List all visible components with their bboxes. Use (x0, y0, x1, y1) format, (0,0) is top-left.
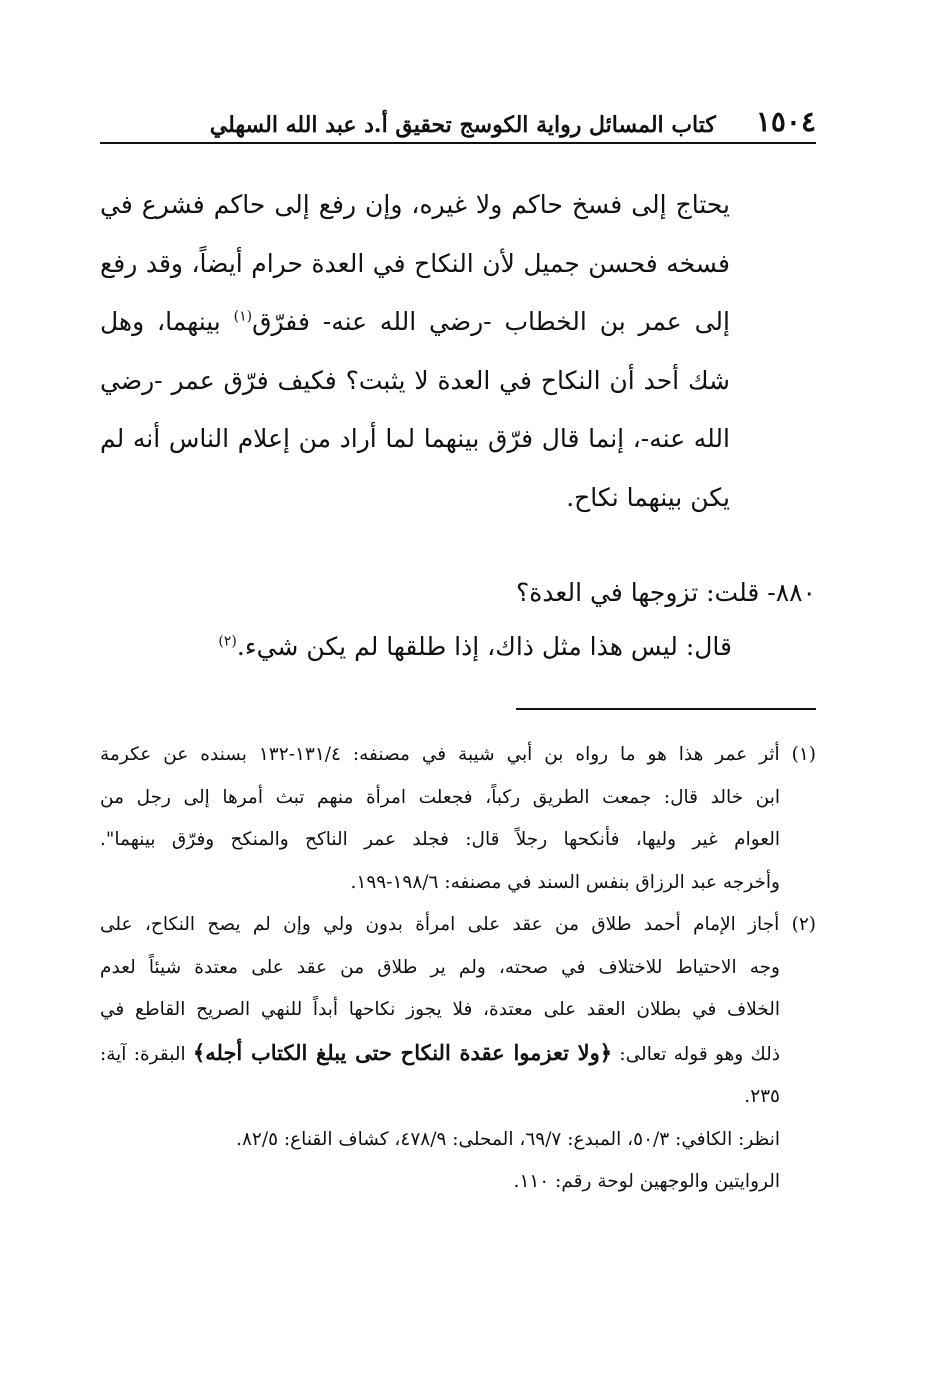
question-line (100, 566, 816, 620)
main-text-block (100, 176, 730, 527)
footnote-text: ذلك وهو قوله تعالى: (619, 1043, 780, 1065)
answer-line (100, 620, 816, 674)
footnote-number: (٢) (791, 914, 816, 935)
footnote-line: ابن خالد قال: جمعت الطريق ركباً، فجعلت امرأة منهم تبث أمرها إلى رجل من (100, 786, 780, 808)
main-line: إلى عمر بن الخطاب -رضي الله عنه- ففرّق (252, 307, 730, 336)
footnote-number: (١) (791, 744, 816, 765)
main-line: بينهما، وهل (100, 307, 221, 336)
page-number: ١٥٠٤ (755, 105, 816, 138)
main-line: بينهما نكاح. (566, 482, 683, 512)
footnote-text: البقرة: آية: (100, 1043, 186, 1065)
footnote-line (100, 904, 816, 947)
main-line: شك أحد أن النكاح في العدة لا يثبت؟ فكيف فرّق عمر -رضي (100, 365, 730, 395)
footnote-line (100, 734, 816, 777)
question-number: ٨٨٠- (767, 578, 816, 607)
footnote-line: وأخرجه عبد الرزاق بنفس السند في مصنفه: ١٩٨/٦-١٩٩. (350, 871, 780, 893)
footnote-reference-1[interactable]: (١) (233, 308, 253, 325)
main-line: الله عنه-، إنما قال فرّق بينهما لما أراد من إعلام الناس أنه لم يكن (100, 424, 730, 512)
footnote-references: الروايتين والوجهين لوحة رقم: ١١٠. (513, 1171, 780, 1192)
footnote-text: أجاز الإمام أحمد طلاق من عقد على امرأة بدون ولي وإن لم يصح النكاح، على (100, 914, 780, 935)
footnote-line (100, 1032, 816, 1077)
footnote-text: أثر عمر هذا هو ما رواه بن أبي شيبة في مصنفه: ١٣١/٤-١٣٢ بسنده عن عكرمة (100, 744, 780, 765)
running-title: كتاب المسائل رواية الكوسج تحقيق أ.د عبد الله السهلي (209, 112, 716, 138)
main-line: فسخه فحسن جميل لأن النكاح في العدة حرام أيضاً، وقد رفع (100, 248, 730, 278)
footnote-line: وجه الاحتياط للاختلاف في صحته، ولم ير طلاق من عقد على معتدة شيئاً لعدم (100, 956, 780, 978)
footnotes-section (100, 734, 816, 1204)
footnote-line: الخلاف في بطلان العقد على معتدة، فلا يجوز نكاحها أبداً للنهي الصريح القاطع في (100, 999, 780, 1020)
footnote-1 (100, 734, 816, 904)
question-text: قلت: تزوجها في العدة؟ (515, 578, 760, 607)
footnote-references: انظر: الكافي: ٥٠/٣، المبدع: ٦٩/٧، المحلى: ٤٧٨/٩، كشاف القناع: ٨٢/٥. (236, 1128, 780, 1150)
footnote-line: ٢٣٥. (744, 1086, 780, 1107)
main-paragraph (100, 176, 730, 527)
main-line: يحتاج إلى فسخ حاكم ولا غيره، وإن رفع إلى حاكم فشرع في (100, 190, 730, 219)
footnote-separator (516, 708, 816, 710)
footnote-2 (100, 904, 816, 1204)
footnote-line: العوام غير وليها، فأنكحها رجلاً قال: فجلد عمر الناكح والمنكح وفرّق بينهما". (100, 829, 780, 850)
footnote-reference-2[interactable]: (٢) (218, 633, 237, 650)
answer-text: قال: ليس هذا مثل ذاك، إذا طلقها لم يكن شيء. (236, 632, 732, 661)
quran-verse: ﴿ولا تعزموا عقدة النكاح حتى يبلغ الكتاب أجله﴾ (192, 1039, 613, 1065)
question-880 (100, 566, 816, 674)
page-header (100, 100, 816, 144)
